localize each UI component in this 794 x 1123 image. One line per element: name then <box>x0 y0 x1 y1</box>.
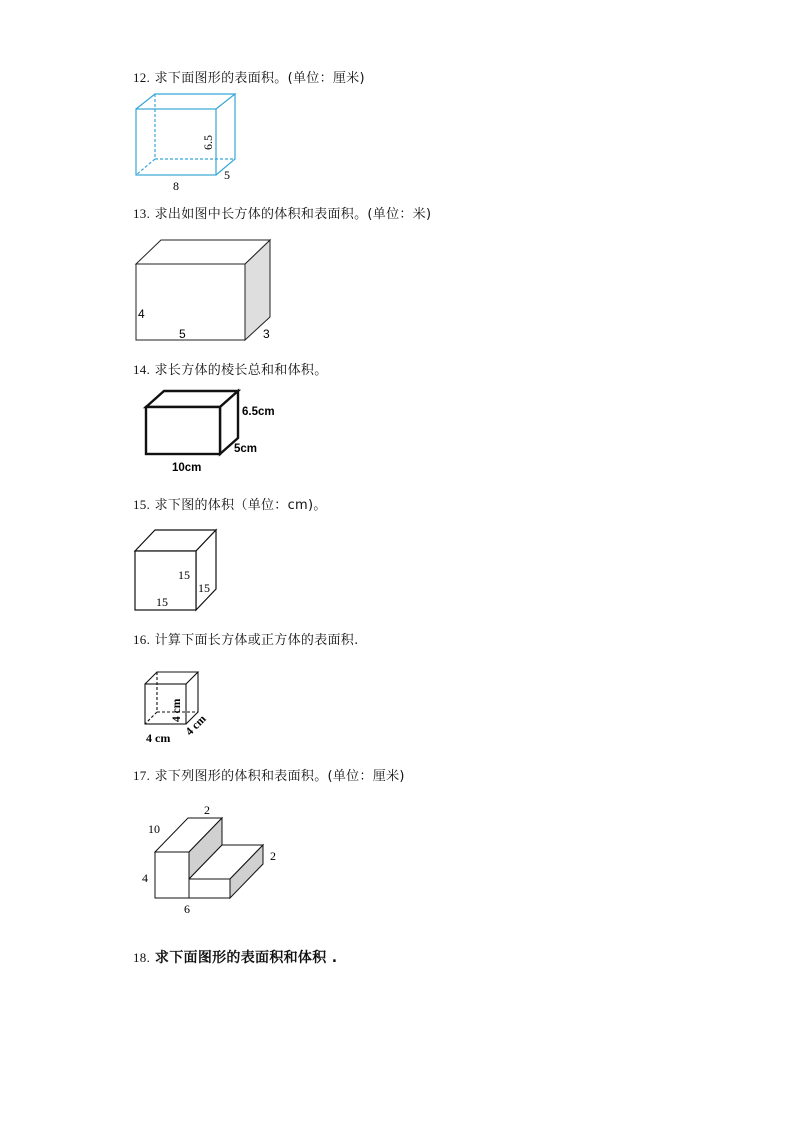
figure-cuboid-14 <box>140 385 290 480</box>
question-17 <box>133 765 405 784</box>
question-number: 13. <box>133 206 151 221</box>
figure-cube-15 <box>130 524 230 616</box>
question-text: 计算下面长方体或正方体的表面积. <box>154 633 359 648</box>
question-text: 求下列图形的体积和表面积。(单位：厘米) <box>154 769 405 784</box>
question-number: 15. <box>133 497 151 512</box>
label-height: 4 <box>142 871 148 885</box>
front-face <box>136 264 245 340</box>
label-length: 5 <box>179 327 186 341</box>
question-text: 求下面图形的表面积和体积 . <box>154 950 338 966</box>
question-number: 16. <box>133 632 151 647</box>
front-face <box>146 407 220 454</box>
figure-cuboid-13 <box>130 232 290 347</box>
label-inner: 15 <box>178 568 190 582</box>
label-length: 10cm <box>172 462 202 474</box>
question-number: 18. <box>133 950 151 965</box>
label-height: 6.5cm <box>242 406 275 418</box>
label-length: 6 <box>184 902 190 916</box>
question-12 <box>133 67 365 86</box>
figure-cube-16 <box>140 664 230 748</box>
label-length: 8 <box>173 179 179 193</box>
figure-cuboid-12 <box>125 88 255 198</box>
top-face <box>136 94 235 109</box>
front-face <box>155 852 189 898</box>
label-depth: 10 <box>148 822 160 836</box>
label-width: 5 <box>224 168 230 182</box>
question-text: 求下图的体积（单位：cm)。 <box>154 498 327 513</box>
question-13 <box>133 203 431 222</box>
label-width: 4 cm <box>183 713 209 739</box>
question-number: 17. <box>133 768 151 783</box>
question-text: 求下面图形的表面积。(单位：厘米) <box>154 71 365 86</box>
label-width: 5cm <box>234 443 258 455</box>
question-18 <box>133 947 337 967</box>
label-width: 3 <box>263 327 270 341</box>
question-text: 求出如图中长方体的体积和表面积。(单位：米) <box>154 207 432 222</box>
label-front: 15 <box>156 595 168 609</box>
question-14 <box>133 359 328 378</box>
label-height: 6.5 <box>201 135 215 150</box>
label-height: 4 <box>138 307 145 321</box>
question-number: 14. <box>133 362 151 377</box>
label-top-width: 2 <box>204 803 210 817</box>
top-face <box>145 672 198 684</box>
label-length: 4 cm <box>146 731 171 745</box>
hidden-edge-depth <box>145 712 157 724</box>
question-15 <box>133 494 327 513</box>
hidden-edge-depth <box>136 159 155 175</box>
figure-step-solid-17 <box>140 800 290 920</box>
label-step-height: 2 <box>270 849 276 863</box>
question-number: 12. <box>133 70 151 85</box>
label-side: 15 <box>198 581 210 595</box>
question-16 <box>133 629 359 648</box>
label-height: 4 cm <box>171 698 183 722</box>
step-front-face <box>189 879 230 898</box>
question-text: 求长方体的棱长总和和体积。 <box>154 363 328 378</box>
